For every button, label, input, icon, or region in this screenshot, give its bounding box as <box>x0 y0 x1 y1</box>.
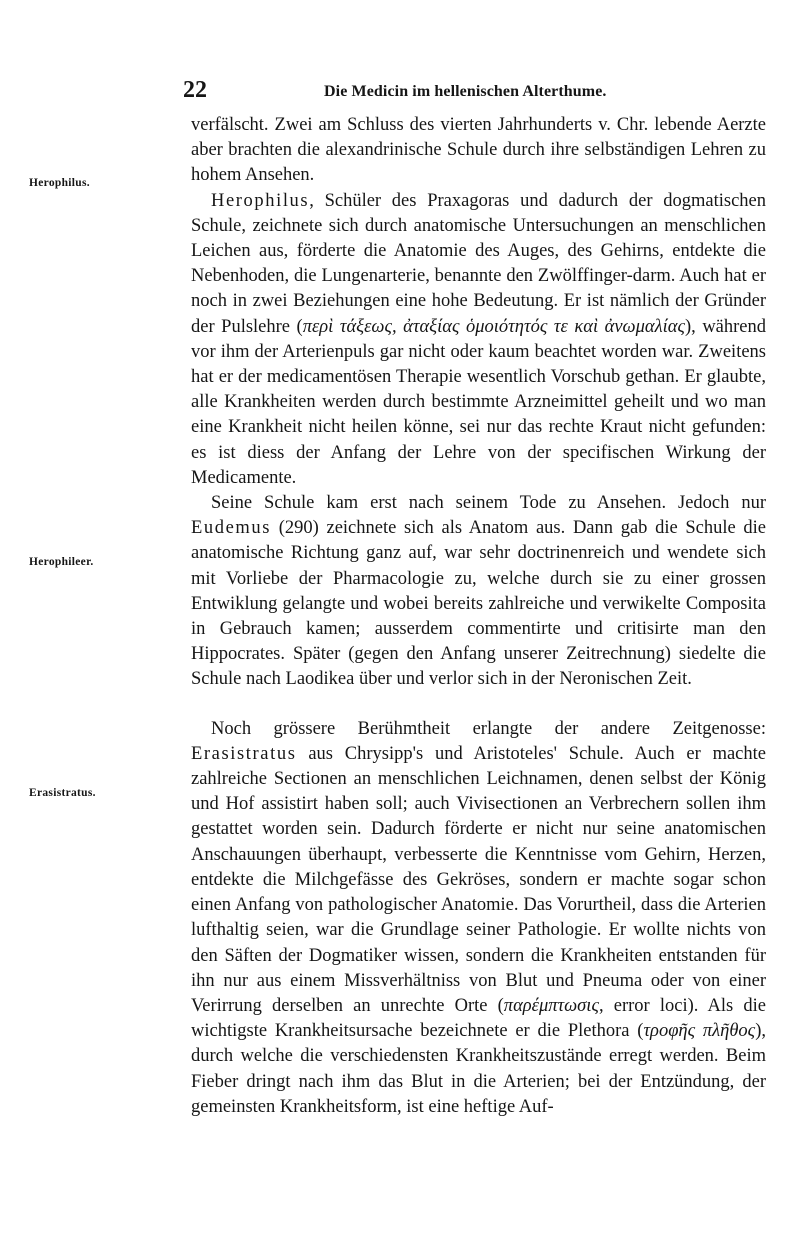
running-title: Die Medicin im hellenischen Alterthume. <box>324 83 607 100</box>
paragraph-gap <box>191 693 766 717</box>
paragraph-text: aus Chrysipp's und Aristoteles' Schule. Auch er machte zahlreiche Sectionen an menschlichen Leichnamen, denen selbst der König und Hof assistirt haben soll; auch Vivisectionen an Verbrechern sollen ihm gestattet worden sein. Dadurch förderte er nicht nur seine anatomischen Anschauungen überhaupt, verbesserte die Kenntnisse vom Gehirn, Herzen, entdekte die Milchgefässe des Gekröses, sondern er machte sogar schon einen Anfang von pathologischer Anatomie. Das Vorurtheil, dass die Arterien lufthaltig seien, war die Grundlage seiner Pathologie. Er wollte nichts von den Säften der Dogmatiker wissen, sondern die Krankheiten entstanden für ihn nur aus einem Missverhältniss von Blut und Pneuma oder von einer Verirrung derselben an unrechte Orte ( <box>191 743 766 1016</box>
paragraph-intro <box>191 113 766 189</box>
paragraph-text: verfälscht. Zwei am Schluss des vierten Jahrhunderts v. Chr. lebende Aerzte aber brachten die alexandrinische Schule durch ihre selbständigen Lehren zu hohem Ansehen. <box>191 115 766 186</box>
body-text <box>191 113 766 1120</box>
greek-term-parempt: παρέμπτωσις <box>503 995 599 1016</box>
greek-term-plethos: τροφῆς πλῆθος <box>643 1021 756 1042</box>
paragraph-text: ), während vor ihm der Arterienpuls gar nicht oder kaum beachtet worden war. Zweitens hat er der medicamentösen Therapie wesentlich Vorschub gethan. Er glaubte, alle Krankheiten werden durch bestimmte Arzneimittel geheilt und wo man eine Krankheit nicht heilen könne, sei nur das rechte Kraut nicht gefunden: es ist diess der Anfang der Lehre von der specifischen Wirkung der Medicamente. <box>191 316 767 488</box>
paragraph-herophileer <box>191 491 766 693</box>
paragraph-herophilus <box>191 189 766 491</box>
paragraph-text: Noch grössere Berühmtheit erlangte der andere Zeitgenosse: <box>211 718 766 739</box>
paragraph-text: ), durch welche die verschiedensten Krankheitszustände erregt werden. Beim Fieber dringt nach ihm das Blut in die Arterien; bei der Entzündung, der gemeinsten Krankheitsform, ist eine heftige Auf- <box>191 1021 766 1117</box>
person-name-eudemus: Eudemus <box>191 518 272 539</box>
page-number: 22 <box>183 77 207 103</box>
person-name-erasistratus: Erasistratus <box>191 743 297 764</box>
page-header <box>0 74 800 106</box>
paragraph-text: , error loci). Als die wichtigste Krankheitsursache bezeichnete er die Plethora ( <box>191 995 766 1042</box>
paragraph-erasistratus <box>191 717 766 1120</box>
margin-note-erasistratus: Erasistratus. <box>29 787 96 799</box>
person-name-herophilus: Herophilus <box>211 190 310 211</box>
greek-phrase: περὶ τάξεως, ἀταξίας ὁμοιότητός τε καὶ ἀνωμαλίας <box>302 316 685 337</box>
margin-note-herophilus: Herophilus. <box>29 177 90 189</box>
paragraph-text: (290) zeichnete sich als Anatom aus. Dann gab die Schule die anatomische Richtung ganz auf, war sehr doctrinenreich und wendete sich mit Vorliebe der Pharmacologie zu, welche durch sie zu einer grossen Entwiklung gelangte und wobei bereits zahlreiche und verwikelte Composita in Gebrauch kamen; ausserdem commentirte und critisirte man den Hippocrates. Später (gegen den Anfang unserer Zeitrechnung) siedelte die Schule nach Laodikea über und verlor sich in der Neronischen Zeit. <box>191 518 766 690</box>
paragraph-text: Seine Schule kam erst nach seinem Tode zu Ansehen. Jedoch nur <box>211 493 766 514</box>
margin-note-herophileer: Herophileer. <box>29 556 94 568</box>
paragraph-text: , Schüler des Praxagoras und dadurch der dogmatischen Schule, zeichnete sich durch anatomische Untersuchungen an menschlichen Leichen aus, förderte die Anatomie des Auges, des Gehirns, entdekte die Nebenhoden, die Lungenarterie, benannte den Zwölffinger-darm. Auch hat er noch in zwei Beziehungen eine hohe Bedeutung. Er ist nämlich der Gründer der Pulslehre ( <box>191 190 766 337</box>
